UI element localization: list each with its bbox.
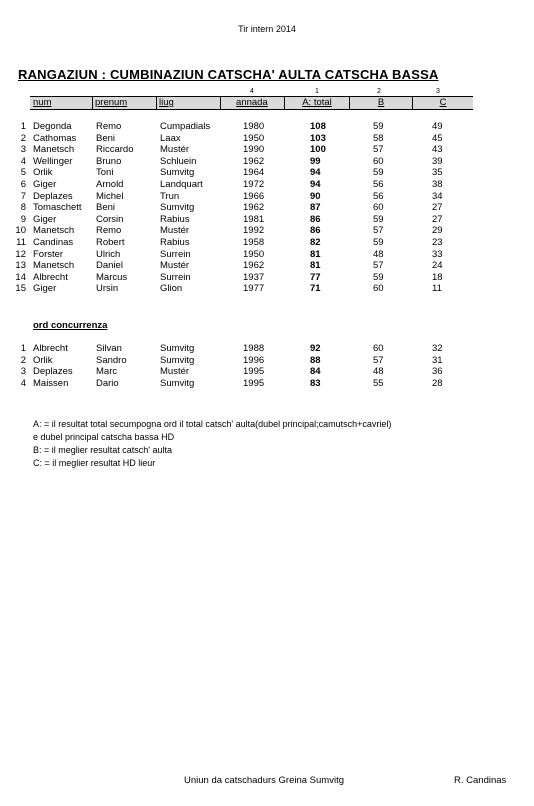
- cell-c: 34: [432, 190, 443, 202]
- cell-place: Schluein: [160, 155, 197, 167]
- cell-name: Albrecht: [33, 343, 68, 354]
- cell-place: Trun: [160, 190, 180, 202]
- header-divider: [156, 97, 157, 109]
- cell-total: 88: [310, 354, 321, 366]
- cell-total: 71: [310, 283, 321, 295]
- cell-place: Mustér: [160, 366, 190, 378]
- cell-b: 48: [373, 248, 384, 260]
- cell-rank: 4: [20, 377, 26, 389]
- cell-total: 83: [310, 377, 321, 389]
- cell-rank: 14: [15, 271, 26, 283]
- cell-total: 94: [310, 179, 321, 190]
- cell-first-name: Remo: [96, 121, 122, 132]
- cell-total: 90: [310, 190, 321, 202]
- cell-place: Surrein: [160, 248, 191, 260]
- cell-c: 27: [432, 213, 443, 225]
- cell-first-name: Beni: [96, 132, 116, 144]
- cell-rank: 8: [20, 202, 26, 214]
- note-a: A: = il resultat total secumpogna ord il total catsch' aulta(dubel principal;camutsch+cavriel): [33, 419, 392, 429]
- cell-b: 57: [373, 354, 384, 366]
- cell-year: 1995: [243, 366, 265, 378]
- cell-total: 92: [310, 343, 321, 354]
- cell-place: Rabius: [160, 237, 190, 248]
- footer-author: R. Candinas: [454, 775, 507, 786]
- cell-first-name: Robert: [96, 237, 125, 248]
- table-row: [0, 355, 534, 367]
- cell-rank: 11: [16, 237, 26, 248]
- cell-first-name: Toni: [96, 167, 114, 179]
- table-row: [0, 260, 534, 272]
- cell-c: 28: [432, 377, 443, 389]
- cell-c: 23: [432, 237, 443, 248]
- cell-c: 39: [432, 155, 443, 167]
- document-title: Tir intern 2014: [238, 24, 296, 34]
- cell-year: 1980: [243, 121, 265, 132]
- cell-first-name: Sandro: [96, 354, 127, 366]
- cell-year: 1966: [243, 190, 265, 202]
- cell-name: Deplazes: [33, 366, 73, 378]
- header-b: B: [377, 97, 385, 108]
- cell-name: Maissen: [33, 377, 69, 389]
- table-row: [0, 156, 534, 168]
- cell-year: 1995: [243, 377, 265, 389]
- cell-year: 1992: [243, 225, 265, 237]
- cell-place: Sumvitg: [160, 167, 195, 179]
- cell-place: Mustér: [160, 225, 190, 237]
- cell-name: Giger: [33, 179, 57, 190]
- cell-name: Giger: [33, 283, 57, 295]
- cell-first-name: Daniel: [96, 260, 123, 272]
- cell-total: 99: [310, 155, 321, 167]
- cell-name: Manetsch: [33, 144, 75, 156]
- header-divider: [92, 97, 93, 109]
- cell-first-name: Remo: [96, 225, 122, 237]
- header-num: num: [33, 97, 52, 108]
- cell-year: 1988: [243, 343, 265, 354]
- cell-b: 58: [373, 132, 384, 144]
- cell-total: 84: [310, 366, 321, 378]
- cell-year: 1964: [243, 167, 265, 179]
- footer-organization: Uniun da catschadurs Greina Sumvitg: [184, 775, 344, 786]
- cell-year: 1950: [243, 132, 265, 144]
- cell-name: Cathomas: [33, 132, 77, 144]
- cell-rank: 1: [20, 121, 26, 132]
- cell-total: 82: [310, 237, 321, 248]
- cell-year: 1990: [243, 144, 265, 156]
- column-number-b: 2: [377, 88, 381, 95]
- cell-c: 45: [432, 132, 443, 144]
- table-row: [0, 121, 534, 133]
- header-liug: liug: [159, 97, 174, 108]
- cell-rank: 3: [20, 366, 26, 378]
- cell-c: 18: [432, 271, 443, 283]
- table-row: [0, 202, 534, 214]
- cell-place: Sumvitg: [160, 343, 195, 354]
- cell-rank: 10: [15, 225, 26, 237]
- cell-name: Degonda: [33, 121, 72, 132]
- cell-year: 1981: [243, 213, 265, 225]
- cell-name: Albrecht: [33, 271, 68, 283]
- header-c: C: [439, 97, 447, 108]
- cell-total: 103: [310, 132, 326, 144]
- cell-first-name: Arnold: [96, 179, 124, 190]
- cell-name: Orlik: [33, 167, 53, 179]
- cell-b: 48: [373, 366, 384, 378]
- cell-c: 33: [432, 248, 443, 260]
- column-number-annada: 4: [250, 88, 254, 95]
- cell-first-name: Corsin: [96, 213, 124, 225]
- cell-year: 1958: [243, 237, 265, 248]
- cell-total: 86: [310, 213, 321, 225]
- cell-first-name: Silvan: [96, 343, 122, 354]
- cell-year: 1937: [243, 271, 265, 283]
- table-row: [0, 144, 534, 156]
- table-row: [0, 343, 534, 355]
- cell-rank: 3: [20, 144, 26, 156]
- cell-b: 56: [373, 179, 384, 190]
- cell-first-name: Marcus: [96, 271, 128, 283]
- cell-rank: 2: [20, 132, 26, 144]
- header-divider: [220, 97, 221, 109]
- header-divider: [284, 97, 285, 109]
- cell-b: 60: [373, 202, 384, 214]
- cell-total: 86: [310, 225, 321, 237]
- cell-place: Sumvitg: [160, 202, 195, 214]
- cell-first-name: Marc: [96, 366, 118, 378]
- cell-b: 56: [373, 190, 384, 202]
- cell-first-name: Bruno: [96, 155, 122, 167]
- cell-b: 60: [373, 283, 384, 295]
- cell-first-name: Ursin: [96, 283, 119, 295]
- cell-c: 35: [432, 167, 443, 179]
- cell-total: 81: [310, 248, 321, 260]
- table-row: [0, 283, 534, 295]
- cell-c: 24: [432, 260, 443, 272]
- cell-place: Sumvitg: [160, 377, 195, 389]
- cell-first-name: Michel: [96, 190, 124, 202]
- cell-b: 60: [373, 155, 384, 167]
- cell-c: 31: [432, 354, 443, 366]
- cell-c: 32: [432, 343, 443, 354]
- concurrenza-heading: ord concurrenza: [33, 320, 108, 331]
- cell-total: 94: [310, 167, 321, 179]
- cell-c: 49: [432, 121, 443, 132]
- cell-c: 36: [432, 366, 443, 378]
- table-row: [0, 378, 534, 390]
- cell-rank: 9: [20, 213, 26, 225]
- note-b: B: = il meglier resultat catsch' aulta: [33, 445, 173, 455]
- cell-c: 38: [432, 179, 443, 190]
- cell-name: Candinas: [33, 237, 74, 248]
- cell-year: 1972: [243, 179, 265, 190]
- note-c: C: = il meglier resultat HD lieur: [33, 458, 156, 468]
- cell-place: Landquart: [160, 179, 203, 190]
- header-total: A: total: [302, 97, 332, 108]
- cell-year: 1977: [243, 283, 265, 295]
- cell-rank: 15: [15, 283, 26, 295]
- table-row: [0, 366, 534, 378]
- cell-b: 57: [373, 260, 384, 272]
- cell-b: 59: [373, 167, 384, 179]
- cell-year: 1996: [243, 354, 265, 366]
- cell-total: 87: [310, 202, 321, 214]
- column-number-c: 3: [436, 88, 440, 95]
- header-annada: annada: [236, 97, 268, 108]
- cell-name: Giger: [33, 213, 57, 225]
- cell-name: Manetsch: [33, 260, 75, 272]
- cell-rank: 13: [15, 260, 26, 272]
- cell-total: 100: [310, 144, 326, 156]
- cell-name: Forster: [33, 248, 64, 260]
- cell-first-name: Beni: [96, 202, 116, 214]
- cell-place: Surrein: [160, 271, 191, 283]
- cell-b: 59: [373, 121, 384, 132]
- column-number-total: 1: [315, 88, 319, 95]
- cell-c: 27: [432, 202, 443, 214]
- cell-rank: 5: [20, 167, 26, 179]
- cell-b: 59: [373, 213, 384, 225]
- cell-c: 29: [432, 225, 443, 237]
- table-header-row: [30, 96, 473, 110]
- cell-total: 108: [310, 121, 326, 132]
- cell-name: Deplazes: [33, 190, 73, 202]
- cell-b: 55: [373, 377, 384, 389]
- table-row: [0, 179, 534, 191]
- cell-place: Sumvitg: [160, 354, 195, 366]
- cell-year: 1962: [243, 155, 265, 167]
- cell-name: Tomaschett: [33, 202, 82, 214]
- cell-b: 60: [373, 343, 384, 354]
- cell-place: Mustér: [160, 260, 190, 272]
- table-row: [0, 214, 534, 226]
- cell-place: Cumpadials: [160, 121, 211, 132]
- cell-c: 43: [432, 144, 443, 156]
- cell-rank: 12: [15, 248, 26, 260]
- cell-b: 57: [373, 144, 384, 156]
- cell-place: Laax: [160, 132, 181, 144]
- table-row: [0, 167, 534, 179]
- cell-rank: 4: [20, 155, 26, 167]
- table-row: [0, 272, 534, 284]
- cell-first-name: Ulrich: [96, 248, 121, 260]
- table-row: [0, 133, 534, 145]
- table-row: [0, 191, 534, 203]
- cell-b: 59: [373, 237, 384, 248]
- cell-rank: 6: [20, 179, 26, 190]
- cell-place: Glion: [160, 283, 183, 295]
- table-row: [0, 249, 534, 261]
- main-heading: RANGAZIUN : CUMBINAZIUN CATSCHA' AULTA CATSCHA BASSA: [18, 67, 439, 82]
- cell-place: Rabius: [160, 213, 190, 225]
- cell-total: 77: [310, 271, 321, 283]
- cell-b: 57: [373, 225, 384, 237]
- cell-year: 1962: [243, 260, 265, 272]
- cell-first-name: Riccardo: [96, 144, 134, 156]
- cell-first-name: Dario: [96, 377, 119, 389]
- cell-total: 81: [310, 260, 321, 272]
- header-prenum: prenum: [95, 97, 128, 108]
- table-row: [0, 225, 534, 237]
- cell-rank: 2: [20, 354, 26, 366]
- cell-rank: 7: [20, 190, 26, 202]
- cell-name: Manetsch: [33, 225, 75, 237]
- cell-c: 11: [432, 283, 442, 295]
- cell-year: 1950: [243, 248, 265, 260]
- cell-place: Mustér: [160, 144, 190, 156]
- cell-rank: 1: [20, 343, 26, 354]
- note-a-continued: e dubel principal catscha bassa HD: [33, 432, 175, 442]
- cell-name: Orlik: [33, 354, 53, 366]
- table-row: [0, 237, 534, 249]
- cell-b: 59: [373, 271, 384, 283]
- cell-name: Wellinger: [33, 155, 73, 167]
- cell-year: 1962: [243, 202, 265, 214]
